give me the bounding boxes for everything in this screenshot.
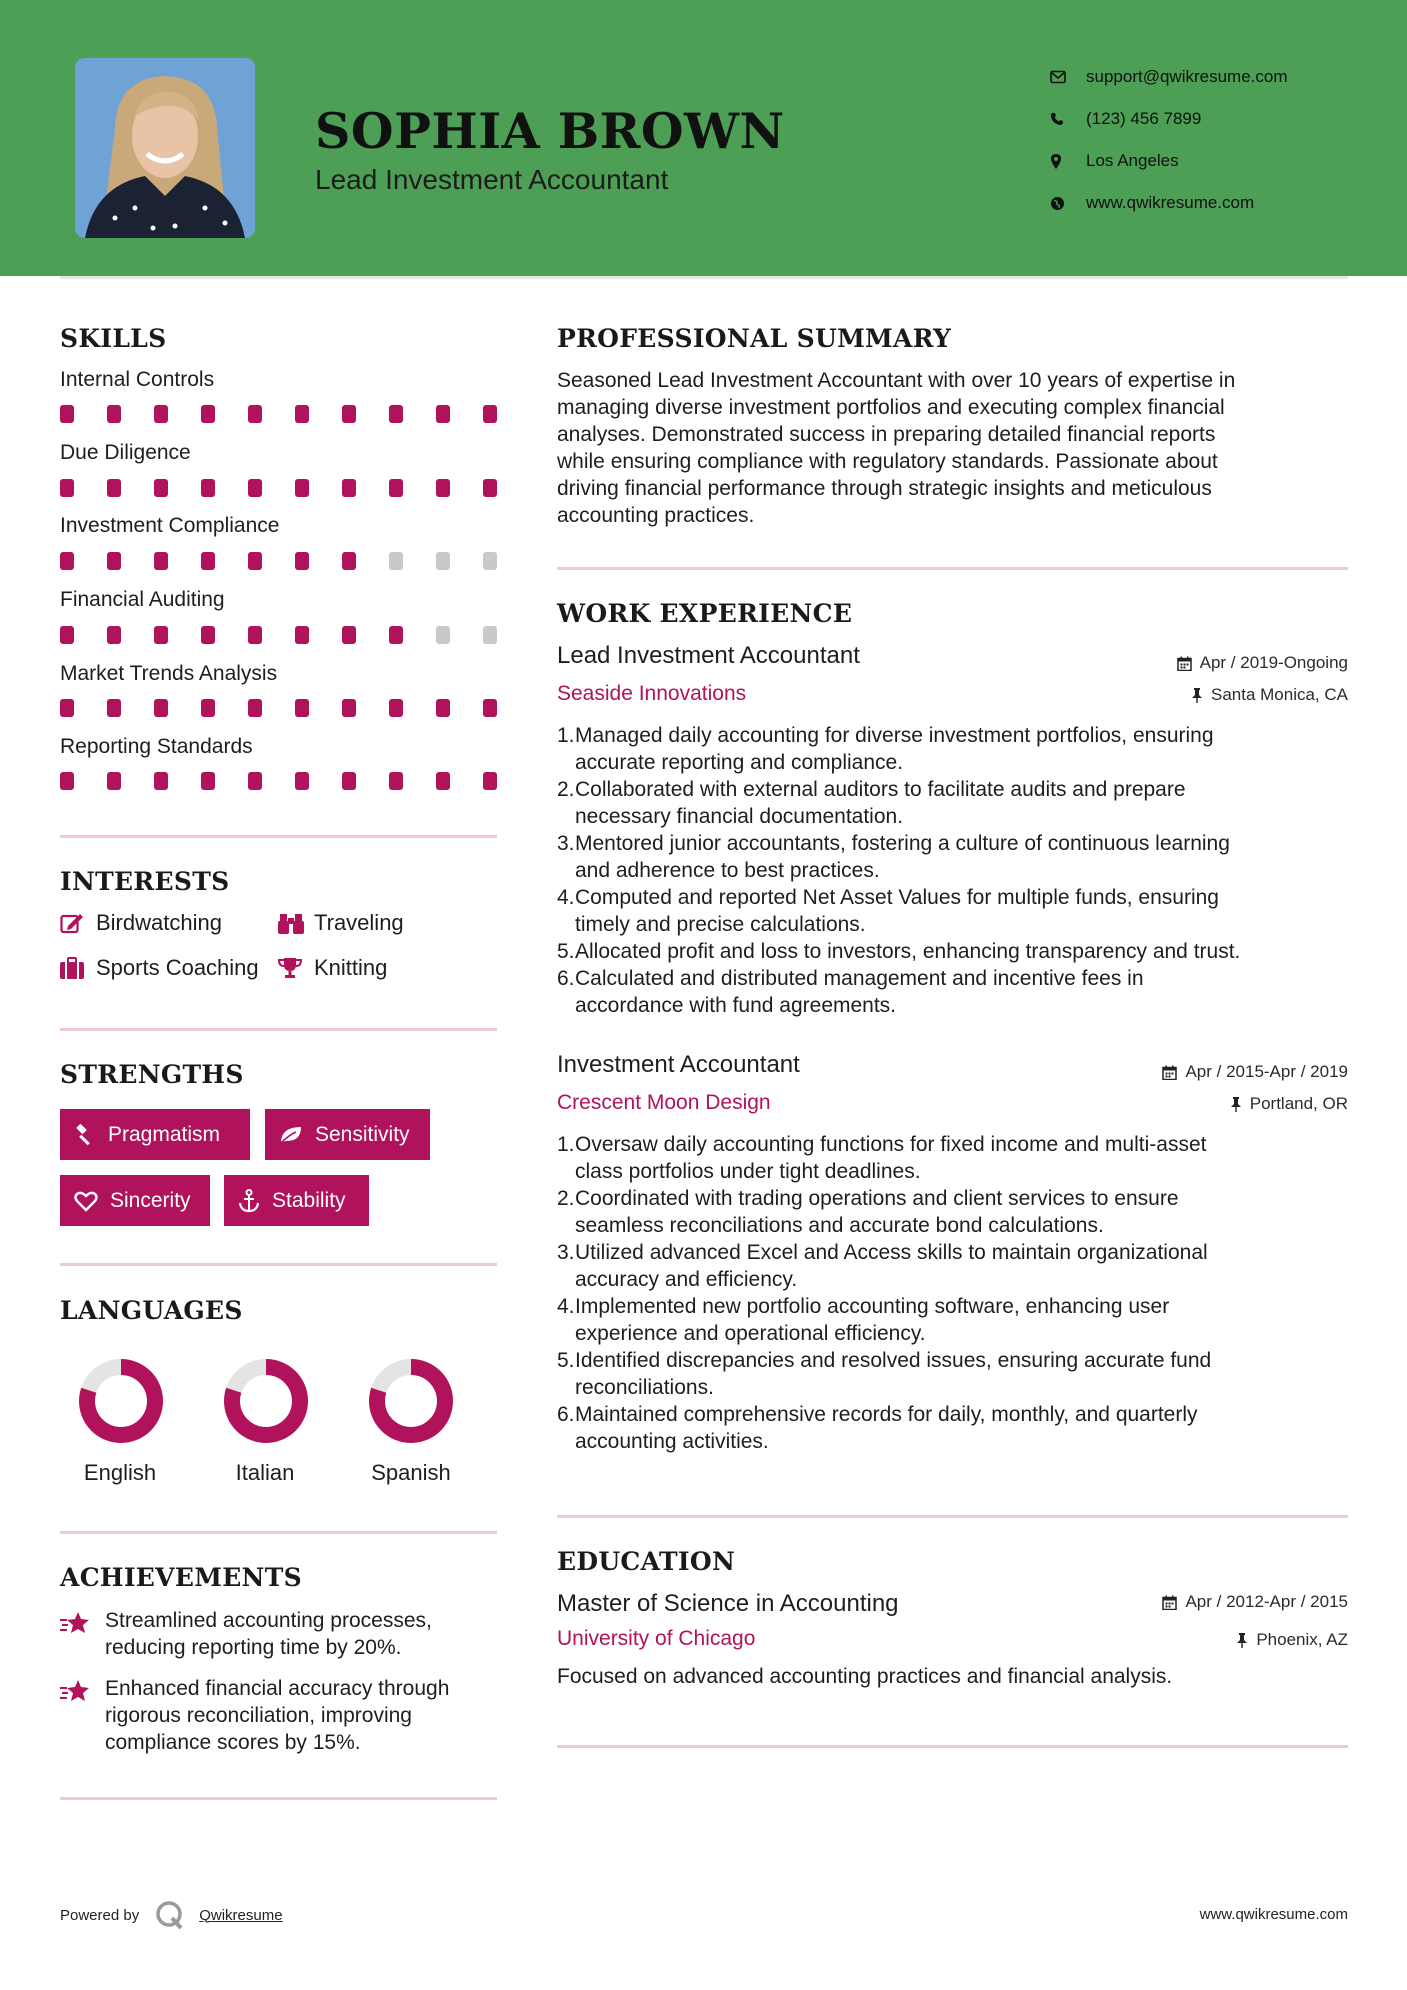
skill-dot-filled [201,626,215,644]
skill-dot-filled [483,479,497,497]
skill-dot-empty [436,626,450,644]
skill-dot-filled [483,772,497,790]
skill-dot-filled [295,552,309,570]
skill-dot-empty [483,552,497,570]
section-divider [60,835,497,838]
list-item: 3. Utilized advanced Excel and Access skills to maintain organizational accuracy and efficiency. [557,1241,1208,1291]
contact-email[interactable]: support@qwikresume.com [1050,56,1288,98]
skill-dot-filled [248,479,262,497]
language-label: Italian [235,1460,295,1485]
job-duties-list [557,1131,1347,1455]
skill-dot-filled [295,699,309,717]
skill-dot-filled [342,772,356,790]
skill-dot-filled [342,479,356,497]
envelope-icon [1050,70,1086,84]
footer-url[interactable]: www.qwikresume.com [1199,1906,1348,1923]
job-title: Investment Accountant [557,1051,800,1078]
summary-text: Seasoned Lead Investment Accountant with over 10 years of expertise in managing diverse investment portfolios and executing complex financial analyses. Demonstrated success in preparing detailed financial reports while ensuring compliance with regulatory standards. Passionate about driving financial performance through strategic insights and meticulous accounting practices. [557,369,1236,527]
star-icon [60,1675,105,1756]
list-item: 5. Identified discrepancies and resolved issues, ensuring accurate fund reconciliations. [557,1349,1212,1399]
skill-dot-filled [107,699,121,717]
strength-badge: Pragmatism [60,1109,250,1160]
section-divider [557,1515,1348,1518]
skill-rating [60,772,500,790]
skill-label: Investment Compliance [60,514,280,537]
skill-dot-filled [436,479,450,497]
skill-rating [60,479,500,497]
skill-dot-filled [436,699,450,717]
skill-dot-filled [295,405,309,423]
contact-location: Los Angeles [1050,140,1288,182]
degree-title: Master of Science in Accounting [557,1590,899,1617]
list-item: 5. Allocated profit and loss to investors, enhancing transparency and trust. [557,940,1241,963]
trophy-icon [278,957,314,979]
school-name: University of Chicago [557,1627,756,1650]
section-divider [60,1531,497,1534]
achievements-heading: ACHIEVEMENTS [60,1563,302,1592]
job-duties-list [557,722,1347,1019]
star-icon [60,1607,105,1661]
section-divider [60,1263,497,1266]
interests-heading: INTERESTS [60,867,230,896]
skill-label: Reporting Standards [60,735,253,758]
strength-badge: Sincerity [60,1175,210,1226]
skill-dot-filled [389,772,403,790]
skill-label: Due Diligence [60,441,191,464]
company-name: Seaside Innovations [557,682,747,705]
edit-icon [60,912,96,934]
skill-dot-filled [201,772,215,790]
anchor-icon [238,1189,260,1213]
skill-label: Market Trends Analysis [60,662,278,685]
list-item: 4. Implemented new portfolio accounting software, enhancing user experience and operational efficiency. [557,1295,1170,1345]
list-item: 6. Maintained comprehensive records for daily, monthly, and quarterly accounting activities. [557,1403,1198,1453]
skill-label: Financial Auditing [60,588,225,611]
skill-dot-filled [201,479,215,497]
profile-photo [75,58,255,238]
language-proficiency-ring [76,1356,166,1446]
location-pin-icon [1050,154,1086,169]
phone-icon [1050,112,1086,126]
list-item: 1. Managed daily accounting for diverse investment portfolios, ensuring accurate reporting and compliance. [557,724,1214,774]
globe-icon [1050,196,1086,211]
briefcase-icon [60,957,96,979]
skill-dot-filled [201,699,215,717]
skill-dot-filled [107,552,121,570]
skill-dot-empty [389,552,403,570]
list-item: 6. Calculated and distributed management and incentive fees in accordance with fund agreements. [557,967,1144,1017]
skill-dot-filled [60,552,74,570]
contact-list [1050,56,1288,224]
skill-dot-filled [248,626,262,644]
skill-dot-filled [295,626,309,644]
strengths-heading: STRENGTHS [60,1060,244,1089]
skill-dot-filled [60,626,74,644]
interest-item: Knitting [278,955,387,981]
skill-dot-filled [201,405,215,423]
skills-heading: SKILLS [60,324,167,353]
summary-heading: PROFESSIONAL SUMMARY [557,324,952,353]
skill-rating [60,405,500,423]
skill-dot-filled [389,626,403,644]
experience-heading: WORK EXPERIENCE [557,599,853,628]
skill-dot-filled [483,405,497,423]
skill-rating [60,699,500,717]
education-location: Phoenix, AZ [1236,1630,1348,1650]
footer-powered-by: Powered by Qwikresume [60,1900,283,1930]
binoculars-icon [278,912,314,934]
header-banner [0,0,1407,276]
skill-dot-filled [154,699,168,717]
skill-dot-filled [248,772,262,790]
job-date: Apr / 2015-Apr / 2019 [1162,1062,1348,1082]
skill-dot-filled [60,479,74,497]
strength-badge: Stability [224,1175,369,1226]
skill-dot-filled [248,699,262,717]
skill-dot-filled [295,479,309,497]
skill-dot-filled [342,405,356,423]
interest-item: Sports Coaching [60,955,259,981]
pushpin-icon [1191,688,1203,703]
skill-dot-filled [107,772,121,790]
skill-dot-filled [389,699,403,717]
contact-website[interactable]: www.qwikresume.com [1050,182,1288,224]
skill-dot-filled [60,699,74,717]
pushpin-icon [1236,1633,1248,1648]
skill-rating [60,552,500,570]
company-name: Crescent Moon Design [557,1091,771,1114]
candidate-name: SOPHIA BROWN [315,102,785,160]
pushpin-icon [1230,1097,1242,1112]
skill-dot-filled [60,772,74,790]
achievement-item: Enhanced financial accuracy through rigorous reconciliation, improving compliance scores by 15%. [60,1675,510,1756]
list-item: 3. Mentored junior accountants, fostering a culture of continuous learning and adherence to best practices. [557,832,1230,882]
skill-dot-filled [154,626,168,644]
gavel-icon [74,1124,96,1146]
skill-dot-filled [483,699,497,717]
skill-dot-empty [483,626,497,644]
job-date: Apr / 2019-Ongoing [1177,653,1348,673]
skill-dot-filled [107,405,121,423]
list-item: 2. Coordinated with trading operations and client services to ensure seamless reconciliations and accurate bond calculations. [557,1187,1179,1237]
education-description: Focused on advanced accounting practices and financial analysis. [557,1665,1173,1688]
skill-dot-filled [436,772,450,790]
skill-dot-filled [342,552,356,570]
section-divider [60,1797,497,1800]
qwikresume-link[interactable]: Qwikresume [199,1906,283,1924]
interest-item: Birdwatching [60,910,222,936]
job-location: Portland, OR [1230,1094,1348,1114]
list-item: 2. Collaborated with external auditors to facilitate audits and prepare necessary financial documentation. [557,778,1186,828]
skill-dot-filled [154,552,168,570]
skill-label: Internal Controls [60,368,215,391]
qwikresume-logo-icon [155,1900,185,1930]
skill-dot-filled [248,405,262,423]
achievement-item: Streamlined accounting processes, reducing reporting time by 20%. [60,1607,510,1661]
skill-dot-filled [201,552,215,570]
language-proficiency-ring [366,1356,456,1446]
leaf-icon [279,1125,303,1145]
skill-dot-filled [248,552,262,570]
calendar-icon [1162,1065,1177,1080]
skill-dot-empty [436,552,450,570]
section-divider [557,567,1348,570]
interest-item: Traveling [278,910,404,936]
languages-heading: LANGUAGES [60,1296,243,1325]
language-proficiency-ring [221,1356,311,1446]
education-date: Apr / 2012-Apr / 2015 [1162,1592,1348,1612]
heart-icon [74,1190,98,1212]
skill-dot-filled [342,626,356,644]
candidate-title: Lead Investment Accountant [315,164,669,195]
skill-dot-filled [154,772,168,790]
strength-badge: Sensitivity [265,1109,430,1160]
list-item: 4. Computed and reported Net Asset Values for multiple funds, ensuring timely and precise calculations. [557,886,1219,936]
skill-dot-filled [60,405,74,423]
skill-dot-filled [107,479,121,497]
skill-dot-filled [389,405,403,423]
calendar-icon [1162,1595,1177,1610]
contact-phone[interactable]: (123) 456 7899 [1050,98,1288,140]
skill-dot-filled [389,479,403,497]
job-title: Lead Investment Accountant [557,642,860,669]
calendar-icon [1177,656,1192,671]
header-rule [60,276,1348,279]
skill-dot-filled [295,772,309,790]
skill-rating [60,626,500,644]
skill-dot-filled [436,405,450,423]
education-heading: EDUCATION [557,1547,736,1576]
skill-dot-filled [154,405,168,423]
skill-dot-filled [107,626,121,644]
skill-dot-filled [342,699,356,717]
section-divider [557,1745,1348,1748]
section-divider [60,1028,497,1031]
language-label: English [83,1460,157,1485]
list-item: 1. Oversaw daily accounting functions for fixed income and multi-asset class portfolios under tight deadlines. [557,1133,1207,1183]
language-label: Spanish [371,1460,451,1485]
job-location: Santa Monica, CA [1191,685,1348,705]
skill-dot-filled [154,479,168,497]
